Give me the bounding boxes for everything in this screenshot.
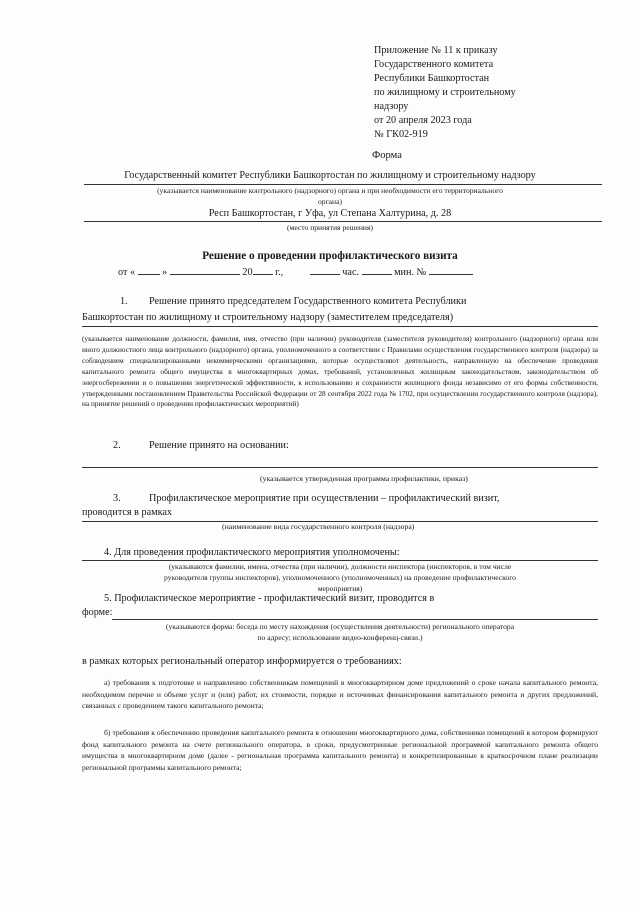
item2-number: 2.: [113, 440, 121, 451]
item3-caption: (наименование вида государственного контроля (надзора): [222, 522, 415, 531]
year-suffix: г.,: [275, 267, 284, 278]
authority-caption: (указывается наименование контрольного (надзорного) органа и при необходимости его территориального: [157, 186, 503, 195]
requirements-intro: в рамках которых региональный оператор информируется о требованиях:: [82, 656, 402, 667]
appendix-line: Государственного комитета: [374, 59, 494, 70]
item5-caption: по адресу; использование видео-конференц-связи.): [257, 633, 423, 642]
item4-caption: руководителя группы инспекторов), уполномоченного (уполномоченных) на проведение профилактического: [164, 573, 516, 582]
appendix-line: от 20 апреля 2023 года: [374, 115, 472, 126]
item1-number: 1.: [120, 296, 128, 307]
minute-label: мин. №: [394, 267, 427, 278]
item3-text: Профилактическое мероприятие при осуществлении – профилактический визит,: [149, 493, 500, 504]
appendix-line: по жилищному и строительному: [374, 87, 516, 98]
year-prefix: 20: [242, 267, 253, 278]
minute-blank: [362, 264, 392, 275]
item1-note: (указывается наименование должности, фамилия, имя, отчество (при наличии) руководителя (заместителя руководителя) контрольного (надзорного) органа или иного должностного лица контрольного (надзорного) органа, уполномоченного в соответствии с Правилами осуществления государственного контроля (надзора) за соблюдением специализированными некоммерческими организациями, которые осуществляют деятельность, направленную на обеспечение проведения капитального ремонта общего имущества в многоквартирных домах, требований, установленных жилищным законодательством, законодательством об энергосбережении и о повышении энергетической эффективности, к использованию и сохранности жилищного фонда независимо от его формы собственности, утвержденными постановлением Правительства Российской Федерации от 28 сентября 2022 года № 1702, при осуществлении государственного контроля (надзора), на принятие решений о проведении профилактических мероприятий): [82, 334, 598, 409]
decision-place: Респ Башкортостан, г Уфа, ул Степана Халтурина, д. 28: [208, 208, 452, 219]
place-underline: [84, 221, 602, 222]
item2-underline: [82, 467, 598, 468]
item1-text: Решение принято председателем Государственного комитета Республики: [149, 296, 467, 307]
item4-text: 4. Для проведения профилактического мероприятия уполномочены:: [104, 547, 400, 558]
item4-caption: (указываются фамилии, имена, отчества (при наличии), должности инспектора (инспекторов, в том числе: [168, 562, 512, 571]
document-title: Решение о проведении профилактического визита: [202, 250, 458, 262]
requirement-b: б) требования к обеспечению проведения капитального ремонта в отношении многоквартирного дома, собственники помещений в котором формируют фонд капитального ремонта на счете регионального оператора, в сроки, предусмотренные региональной программой капитального ремонта общего имущества в многоквартирном доме (далее - региональная программа капитального ремонта) и конкретизированные в краткосрочном плане реализации региональной программы капитального ремонта;: [82, 728, 598, 772]
hour-label: час.: [342, 267, 360, 278]
item3-number: 3.: [113, 493, 121, 504]
item5-text: форме:: [82, 607, 113, 618]
item5-underline: [112, 619, 598, 620]
hour-blank: [310, 264, 340, 275]
item2-caption: (указывается утвержденная программа профилактики, приказ): [260, 474, 468, 483]
date-close-quote: »: [162, 267, 168, 278]
item5-text: 5. Профилактическое мероприятие - профилактический визит, проводится в: [104, 593, 435, 604]
authority-underline: [84, 184, 602, 185]
appendix-line: № ГК02-919: [374, 129, 428, 140]
year-blank: [253, 264, 273, 275]
authority-caption: органа): [317, 197, 343, 206]
item3-text: проводится в рамках: [82, 507, 172, 518]
item4-underline: [82, 560, 598, 561]
item5-caption: (указываются форма: беседа по месту нахождения (осуществления деятельности) регионального оператора: [165, 622, 515, 631]
requirement-a: а) требования к подготовке и направлению собственникам помещений в многоквартирном доме предложений о сроке начала капитального ремонта, необходимом перечне и объеме услуг и (или) работ, их стоимости, порядке и источниках финансирования капитального ремонта и других предложений, связанных с проведением такого капитального ремонта;: [82, 678, 598, 711]
authority-name: Государственный комитет Республики Башкортостан по жилищному и строительному надзору: [124, 170, 536, 181]
appendix-line: Приложение № 11 к приказу: [374, 45, 498, 56]
item1-underline: [82, 326, 598, 327]
month-blank: [170, 264, 240, 275]
date-line: [118, 264, 473, 278]
appendix-line: Республики Башкортостан: [374, 73, 490, 84]
item4-caption: мероприятия): [317, 584, 363, 593]
form-label: Форма: [372, 150, 402, 161]
appendix-line: надзору: [374, 101, 409, 112]
date-ot: от «: [118, 267, 136, 278]
day-blank: [138, 264, 160, 275]
item1-text: Башкортостан по жилищному и строительному надзору (заместителем председателя): [82, 312, 454, 323]
appendix-header: [374, 44, 516, 142]
item2-text: Решение принято на основании:: [149, 440, 289, 451]
place-caption: (место принятия решения): [287, 223, 373, 232]
number-blank: [429, 264, 473, 275]
